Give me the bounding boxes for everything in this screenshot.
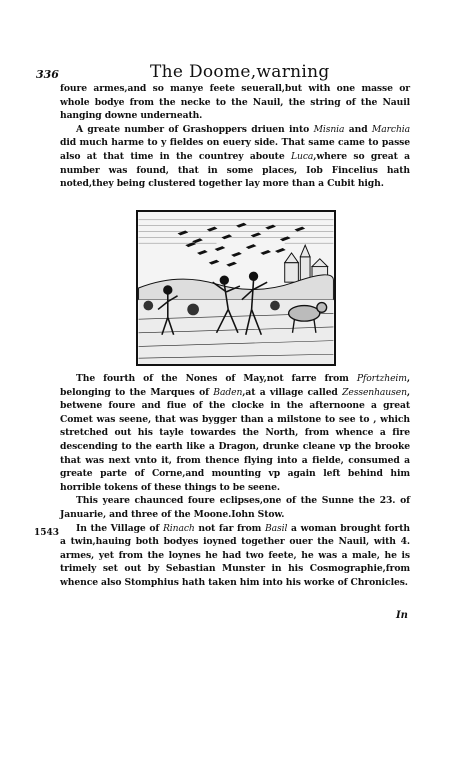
paragraph-grasshoppers: A greate number of Grashoppers driuen into Misnia and Marchia did much harme to y fieldes on euery side. That same came to passe also at that time in the countrey aboute Luca,where so great a number was found, that in some places, Iob Fincelius hath noted,they being clustered together lay more than a Cubit high. (60, 123, 410, 190)
catchword: In (396, 610, 408, 621)
top-text-block (60, 82, 410, 191)
place-name: Marchia (371, 123, 410, 135)
woodcut-grasshopper-swarm (138, 212, 334, 364)
place-name: Rinach (162, 522, 195, 534)
paragraph-comet: The fourth of the Nones of May,not farre from Pfortzheim, belonging to the Marques of Baden,at a village called Zessenhausen, betwene foure and fiue of the clocke in the afternoone a great Comet was seene, that was bygger than a milstone to see to , which stretched out his tayle towardes the North, from whence a fire descending to the earth like a Dragon, drunke cleane vp the brooke that was next vnto it, from thence flying into a fielde, consumed a greate parte of Corne,and mounting vp again left behind him horrible tokens of these things to be seene. (60, 373, 411, 493)
page-number: 336 (36, 68, 59, 81)
running-head: The Doome,warning (150, 62, 330, 82)
place-name: Luca (291, 150, 314, 162)
woodcut-illustration (136, 210, 336, 366)
paragraph-eclipses: This yeare chaunced foure eclipses,one of the Sunne the 23. of Januarie, and three of the Moone.Iohn Stow. (60, 495, 410, 520)
paragraph-twin-continued: foure armes,and so manye feete seuerall,but with one masse or whole bodye from the necke to the Nauil, the string of the Nauil hanging downe underneath. (60, 83, 410, 122)
bottom-text-block (60, 372, 410, 590)
margin-year-note: 1543 (34, 528, 60, 538)
place-name: Basil (265, 522, 288, 534)
place-name: Zessenhausen (342, 386, 407, 398)
place-name: Baden (213, 386, 243, 398)
paragraph-twin-rinach: In the Village of Rinach not far from Basil a woman brought forth a twin,hauing both bodyes ioyned together ouer the Nauil, with 4. armes, yet from the loynes he had two feete, he was a male, he is trimely set out by Sebastian Munster in his Cosmographie,from whence also Stomphius hath taken him into his worke of Chronicles. (60, 522, 411, 588)
place-name: Misnia (313, 123, 345, 135)
place-name: Pfortzheim (356, 373, 407, 384)
